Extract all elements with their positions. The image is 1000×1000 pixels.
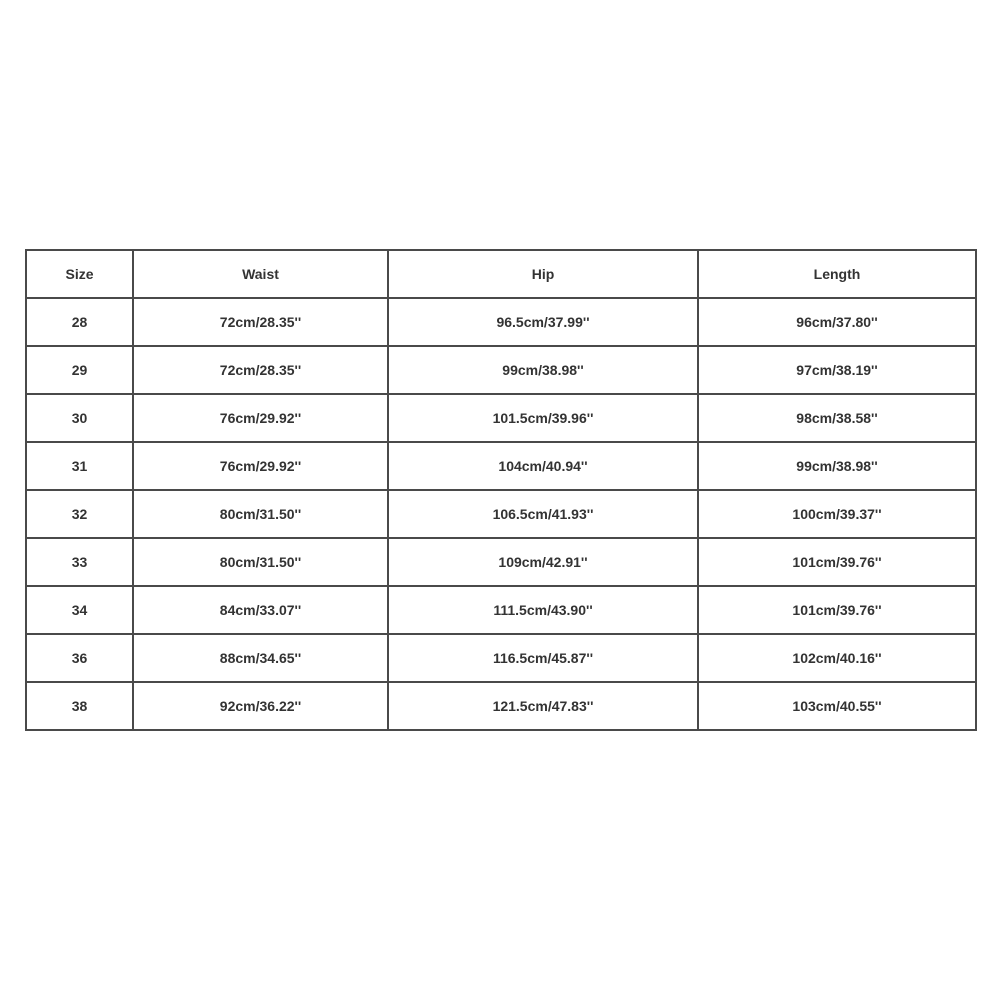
cell-size: 28 bbox=[26, 298, 133, 346]
cell-hip: 121.5cm/47.83'' bbox=[388, 682, 698, 730]
cell-length: 98cm/38.58'' bbox=[698, 394, 976, 442]
cell-waist: 72cm/28.35'' bbox=[133, 346, 388, 394]
cell-waist: 80cm/31.50'' bbox=[133, 490, 388, 538]
cell-waist: 76cm/29.92'' bbox=[133, 394, 388, 442]
cell-size: 30 bbox=[26, 394, 133, 442]
cell-waist: 80cm/31.50'' bbox=[133, 538, 388, 586]
cell-waist: 72cm/28.35'' bbox=[133, 298, 388, 346]
cell-hip: 106.5cm/41.93'' bbox=[388, 490, 698, 538]
table-row bbox=[26, 442, 976, 490]
table-header bbox=[26, 250, 976, 298]
cell-length: 99cm/38.98'' bbox=[698, 442, 976, 490]
cell-size: 34 bbox=[26, 586, 133, 634]
cell-size: 32 bbox=[26, 490, 133, 538]
cell-hip: 116.5cm/45.87'' bbox=[388, 634, 698, 682]
header-row bbox=[26, 250, 976, 298]
table-row bbox=[26, 634, 976, 682]
header-waist: Waist bbox=[133, 250, 388, 298]
table-row bbox=[26, 490, 976, 538]
table-row bbox=[26, 394, 976, 442]
cell-hip: 101.5cm/39.96'' bbox=[388, 394, 698, 442]
cell-hip: 111.5cm/43.90'' bbox=[388, 586, 698, 634]
cell-size: 33 bbox=[26, 538, 133, 586]
cell-waist: 88cm/34.65'' bbox=[133, 634, 388, 682]
cell-length: 101cm/39.76'' bbox=[698, 586, 976, 634]
cell-size: 29 bbox=[26, 346, 133, 394]
cell-size: 31 bbox=[26, 442, 133, 490]
table-row bbox=[26, 298, 976, 346]
cell-length: 96cm/37.80'' bbox=[698, 298, 976, 346]
cell-hip: 109cm/42.91'' bbox=[388, 538, 698, 586]
cell-length: 100cm/39.37'' bbox=[698, 490, 976, 538]
table-row bbox=[26, 538, 976, 586]
cell-waist: 84cm/33.07'' bbox=[133, 586, 388, 634]
table-body bbox=[26, 298, 976, 730]
table-row bbox=[26, 346, 976, 394]
cell-length: 97cm/38.19'' bbox=[698, 346, 976, 394]
header-hip: Hip bbox=[388, 250, 698, 298]
size-chart-table bbox=[25, 249, 977, 731]
cell-hip: 96.5cm/37.99'' bbox=[388, 298, 698, 346]
table-row bbox=[26, 682, 976, 730]
cell-length: 102cm/40.16'' bbox=[698, 634, 976, 682]
cell-length: 101cm/39.76'' bbox=[698, 538, 976, 586]
cell-waist: 92cm/36.22'' bbox=[133, 682, 388, 730]
cell-length: 103cm/40.55'' bbox=[698, 682, 976, 730]
cell-size: 38 bbox=[26, 682, 133, 730]
table-row bbox=[26, 586, 976, 634]
header-size: Size bbox=[26, 250, 133, 298]
cell-hip: 104cm/40.94'' bbox=[388, 442, 698, 490]
cell-waist: 76cm/29.92'' bbox=[133, 442, 388, 490]
cell-size: 36 bbox=[26, 634, 133, 682]
header-length: Length bbox=[698, 250, 976, 298]
cell-hip: 99cm/38.98'' bbox=[388, 346, 698, 394]
